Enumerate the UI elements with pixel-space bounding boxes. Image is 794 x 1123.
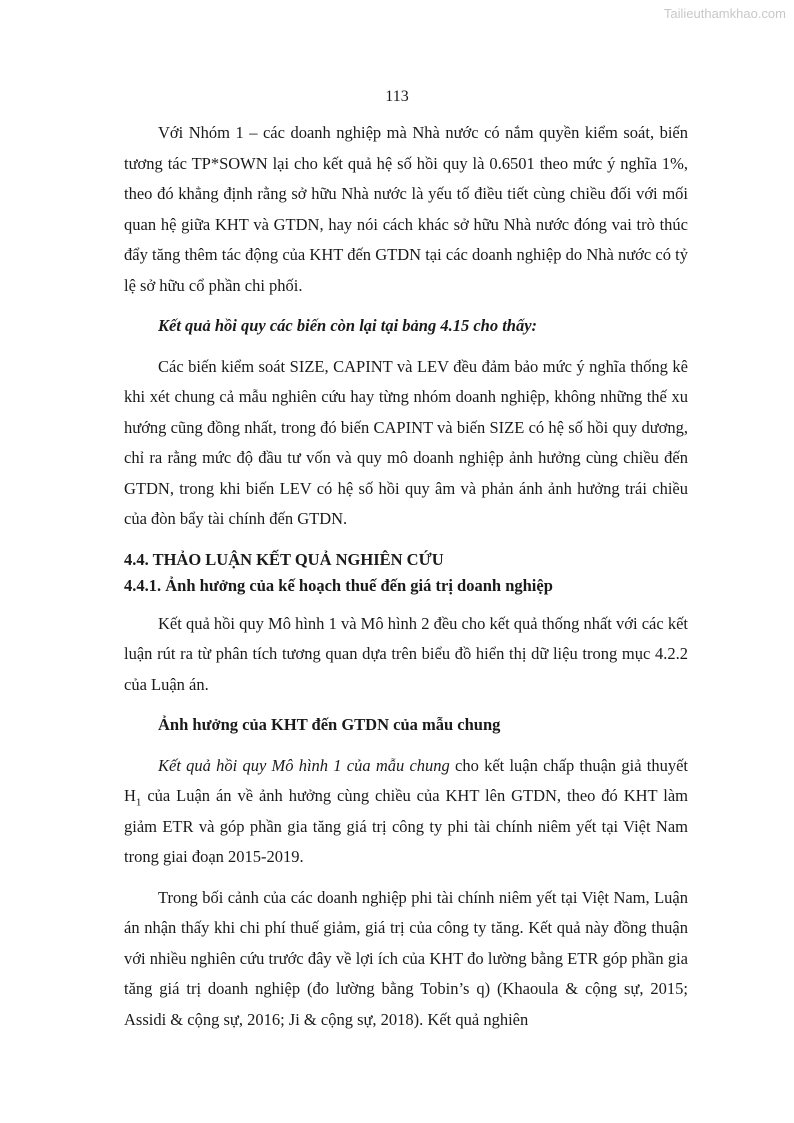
regression-results-heading: Kết quả hồi quy các biến còn lại tại bảng 4.15 cho thấy:	[158, 316, 538, 335]
subsection-heading: 4.4.1. Ảnh hưởng của kế hoạch thuế đến giá trị doanh nghiệp	[124, 575, 553, 595]
paragraph-control-variables: Các biến kiểm soát SIZE, CAPINT và LEV đều đảm bảo mức ý nghĩa thống kê khi xét chung cả mẫu nghiên cứu hay từng nhóm doanh nghiệp, không những thế xu hướng cũng đồng nhất, trong đó biến CAPINT và biến SIZE có hệ số hồi quy dương, chỉ ra rằng mức độ đầu tư vốn và quy mô doanh nghiệp ảnh hưởng cùng chiều đến GTDN, trong khi biến LEV có hệ số hồi quy âm và phản ánh ảnh hưởng trái chiều của đòn bẩy tài chính đến GTDN.	[124, 356, 688, 528]
page-number: 113	[385, 88, 409, 105]
paragraph-model-results: Kết quả hồi quy Mô hình 1 và Mô hình 2 đều cho kết quả thống nhất với các kết luận rút ra từ phân tích tương quan dựa trên biểu đồ hiển thị dữ liệu trong mục 4.2.2 của Luận án.	[124, 613, 688, 694]
paragraph-hypothesis	[124, 751, 688, 873]
common-sample-heading: Ảnh hưởng của KHT đến GTDN của mẫu chung	[158, 715, 501, 734]
hypothesis-text-b: của Luận án về ảnh hưởng cùng chiều của KHT lên GTDN, theo đó KHT làm giảm ETR và góp phần gia tăng giá trị công ty phi tài chính niêm yết tại Việt Nam trong giai đoạn 2015-2019.	[124, 786, 688, 866]
hypothesis-subscript: 1	[135, 796, 142, 809]
watermark: Tailieuthamkhao.com	[663, 6, 786, 21]
document-body	[124, 118, 688, 1035]
paragraph-state-ownership: Với Nhóm 1 – các doanh nghiệp mà Nhà nước có nắm quyền kiểm soát, biến tương tác TP*SOWN lại cho kết quả hệ số hồi quy là 0.6501 theo mức ý nghĩa 1%, theo đó khẳng định rằng sở hữu Nhà nước là yếu tố điều tiết cùng chiều đối với mối quan hệ giữa KHT và GTDN, hay nói cách khác sở hữu Nhà nước đóng vai trò thúc đẩy tăng thêm tác động của KHT đến GTDN tại các doanh nghiệp do Nhà nước có tỷ lệ sở hữu cổ phần chi phối.	[124, 123, 688, 295]
section-heading: 4.4. THẢO LUẬN KẾT QUẢ NGHIÊN CỨU	[124, 549, 444, 569]
hypothesis-text-a: cho kết luận chấp thuận giả thuyết H	[124, 755, 689, 805]
paragraph-context: Trong bối cảnh của các doanh nghiệp phi tài chính niêm yết tại Việt Nam, Luận án nhận thấy khi chi phí thuế giảm, giá trị của công ty tăng. Kết quả này đồng thuận với nhiều nghiên cứu trước đây về lợi ích của KHT đo lường bằng ETR góp phần gia tăng giá trị doanh nghiệp (đo lường bằng Tobin’s q) (Khaoula & cộng sự, 2015; Assidi & cộng sự, 2016; Ji & cộng sự, 2018). Kết quả nghiên	[124, 887, 688, 1029]
model-1-phrase: Kết quả hồi quy Mô hình 1 của mẫu chung	[158, 755, 450, 775]
